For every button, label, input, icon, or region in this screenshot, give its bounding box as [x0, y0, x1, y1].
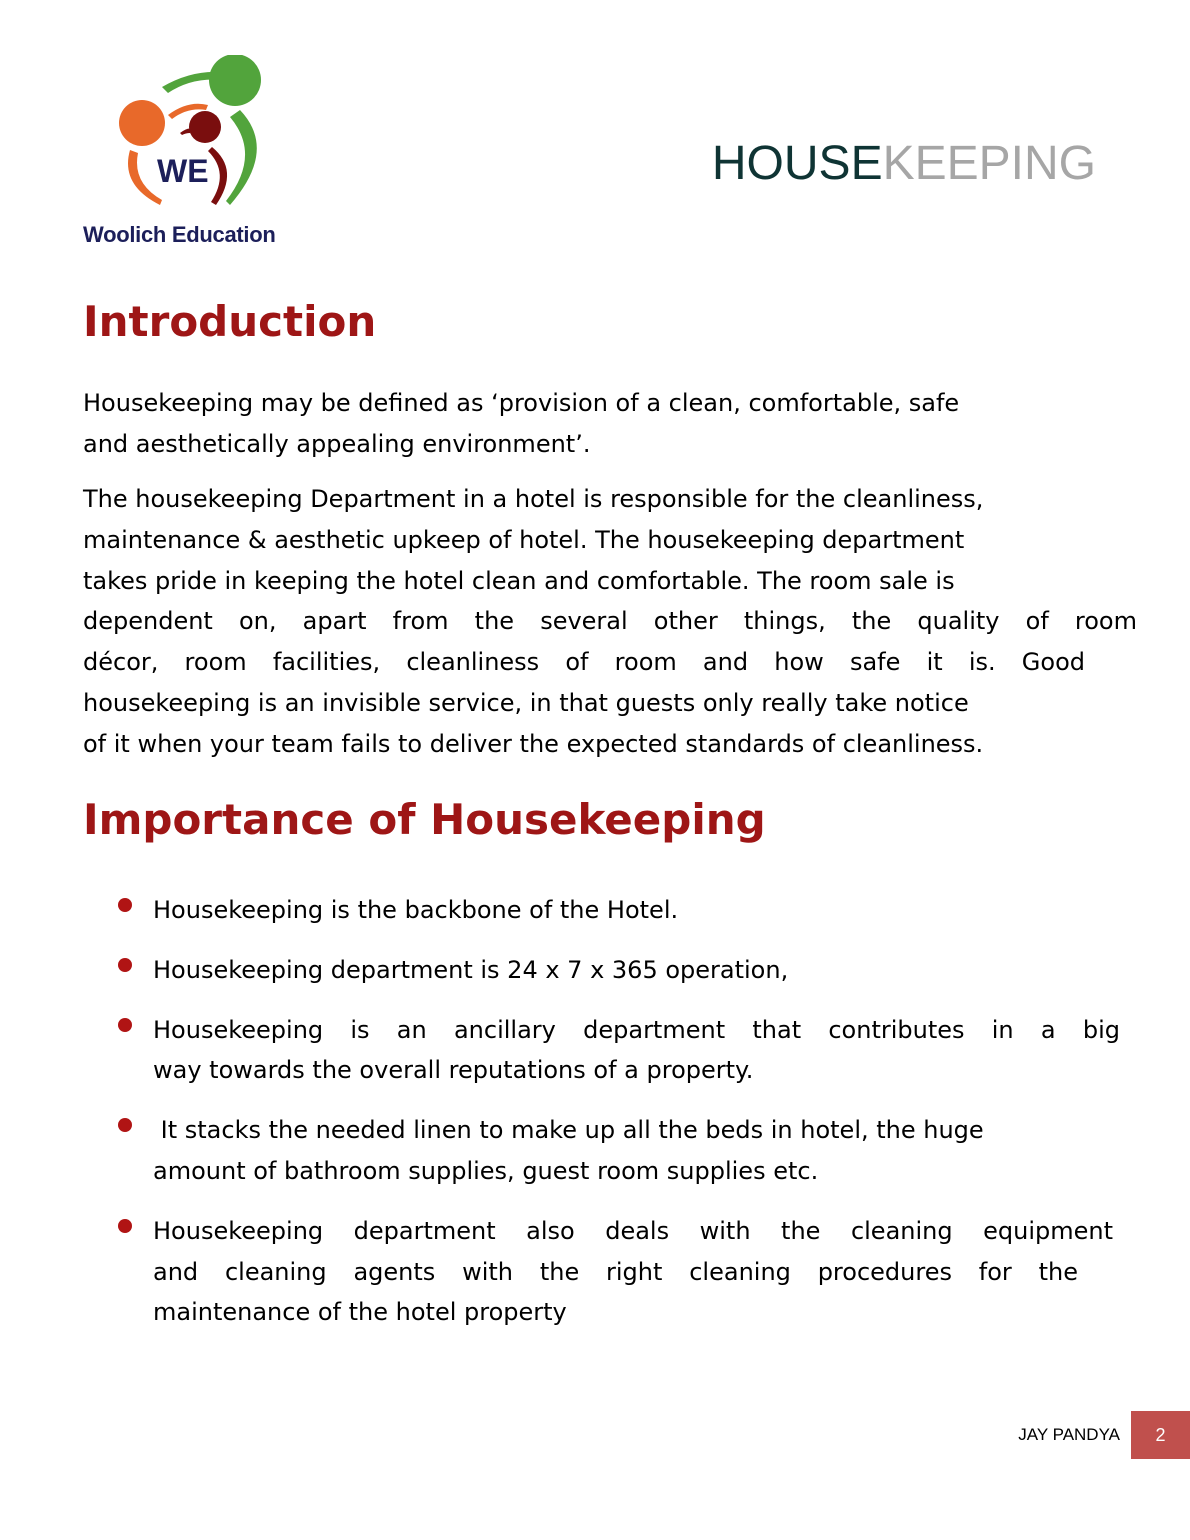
footer-author: JAY PANDYA: [1018, 1425, 1120, 1444]
bullet-line: Housekeeping department also deals with the cleaning equipment: [153, 1216, 1113, 1245]
importance-heading: Importance of Housekeeping: [83, 795, 766, 844]
bullet-item: [118, 890, 1120, 931]
bullet-dot-icon: [118, 898, 132, 912]
bullet-line: and cleaning agents with the right cleaning procedures for the: [153, 1257, 1078, 1286]
intro-paragraph-2: [83, 479, 1137, 765]
paragraph-line: takes pride in keeping the hotel clean and comfortable. The room sale is: [83, 566, 955, 595]
bullet-dot-icon: [118, 958, 132, 972]
title-part-keeping: KEEPING: [882, 137, 1096, 190]
bullet-line: It stacks the needed linen to make up all the beds in hotel, the huge: [153, 1116, 984, 1145]
logo-text: Woolich Education: [83, 222, 276, 247]
bullet-item: [118, 1211, 1120, 1333]
bullet-line: Housekeeping is an ancillary department that contributes in a big: [153, 1015, 1120, 1044]
paragraph-line: The housekeeping Department in a hotel is responsible for the cleanliness,: [83, 485, 984, 513]
paragraph-line: dependent on, apart from the several other things, the quality of room: [83, 607, 1137, 636]
bullet-line: way towards the overall reputations of a property.: [153, 1056, 754, 1085]
bullet-dot-icon: [118, 1018, 132, 1032]
bullet-item: [118, 950, 1120, 991]
paragraph-line: and aesthetically appealing environment’.: [83, 429, 591, 458]
page-number-badge: 2: [1131, 1411, 1190, 1459]
bullet-dot-icon: [118, 1219, 132, 1233]
bullet-item: [118, 1010, 1120, 1092]
bullet-line: amount of bathroom supplies, guest room supplies etc.: [153, 1156, 819, 1185]
bullet-item: [118, 1110, 1120, 1192]
paragraph-line: décor, room facilities, cleanliness of room and how safe it is. Good: [83, 648, 1085, 677]
bullet-line: Housekeeping is the backbone of the Hotel.: [153, 896, 679, 924]
paragraph-line: Housekeeping may be defined as ‘provision of a clean, comfortable, safe: [83, 389, 960, 417]
document-title: [712, 136, 1096, 191]
importance-bullet-list: [118, 890, 1120, 1333]
introduction-heading: Introduction: [83, 297, 377, 346]
bullet-dot-icon: [118, 1118, 132, 1132]
logo-monogram: WE: [157, 153, 209, 189]
title-part-house: HOUSE: [711, 137, 883, 190]
paragraph-line: maintenance & aesthetic upkeep of hotel. The housekeeping department: [83, 525, 965, 554]
bullet-line: maintenance of the hotel property: [153, 1298, 567, 1327]
bullet-line: Housekeeping department is 24 x 7 x 365 operation,: [153, 955, 789, 984]
intro-paragraph-1: [83, 383, 1137, 465]
paragraph-line: of it when your team fails to deliver the expected standards of cleanliness.: [83, 729, 984, 758]
paragraph-line: housekeeping is an invisible service, in that guests only really take notice: [83, 688, 969, 717]
